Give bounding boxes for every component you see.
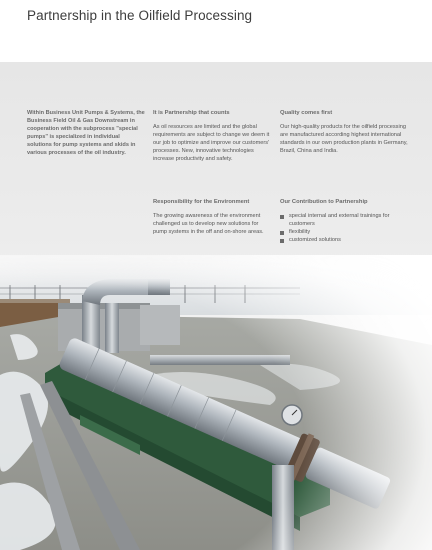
section-contribution <box>280 199 410 245</box>
section-environment <box>153 199 271 237</box>
section-heading: Quality comes first <box>280 110 333 116</box>
bullet-square-icon <box>280 215 284 219</box>
bullet-square-icon <box>280 231 284 235</box>
section-body: The growing awareness of the environment challenged us to develop new solutions for pump systems in the off and on-shore areas. <box>153 213 264 235</box>
section-heading: Our Contribution to Partnership <box>280 199 368 205</box>
pump-skid-photo <box>0 255 432 550</box>
section-heading: Responsibility for the Environment <box>153 199 250 205</box>
page-header <box>0 0 432 62</box>
page-title: Partnership in the Oilfield Processing <box>27 8 253 23</box>
section-body: Our high-quality products for the oilfield processing are manufactured according highest international standards in our own production plants in Germany, Brazil, China and India. <box>280 124 408 154</box>
list-item-label: flexibility <box>289 228 311 235</box>
list-item <box>280 229 410 237</box>
intro-paragraph: Within Business Unit Pumps & Systems, the Business Field Oil & Gas Downstream in cooperation with the subprocess "special pumps" is specialized in individual solutions for pump systems and skids in various processes of the oil industry. <box>27 110 145 156</box>
bullet-square-icon <box>280 239 284 243</box>
section-body: As oil resources are limited and the global requirements are subject to change we deem it our job to optimize and improve our customers' processes. New, innovative technologies increase productivity and safety. <box>153 124 270 162</box>
contribution-list <box>280 213 410 245</box>
section-partnership <box>153 110 271 164</box>
section-quality <box>280 110 410 156</box>
list-item-label: special internal and external trainings for customers <box>289 213 390 227</box>
list-item <box>280 237 410 245</box>
list-item-label: customized solutions <box>289 236 341 243</box>
section-heading: It is Partnership that counts <box>153 110 230 116</box>
list-item <box>280 213 410 229</box>
